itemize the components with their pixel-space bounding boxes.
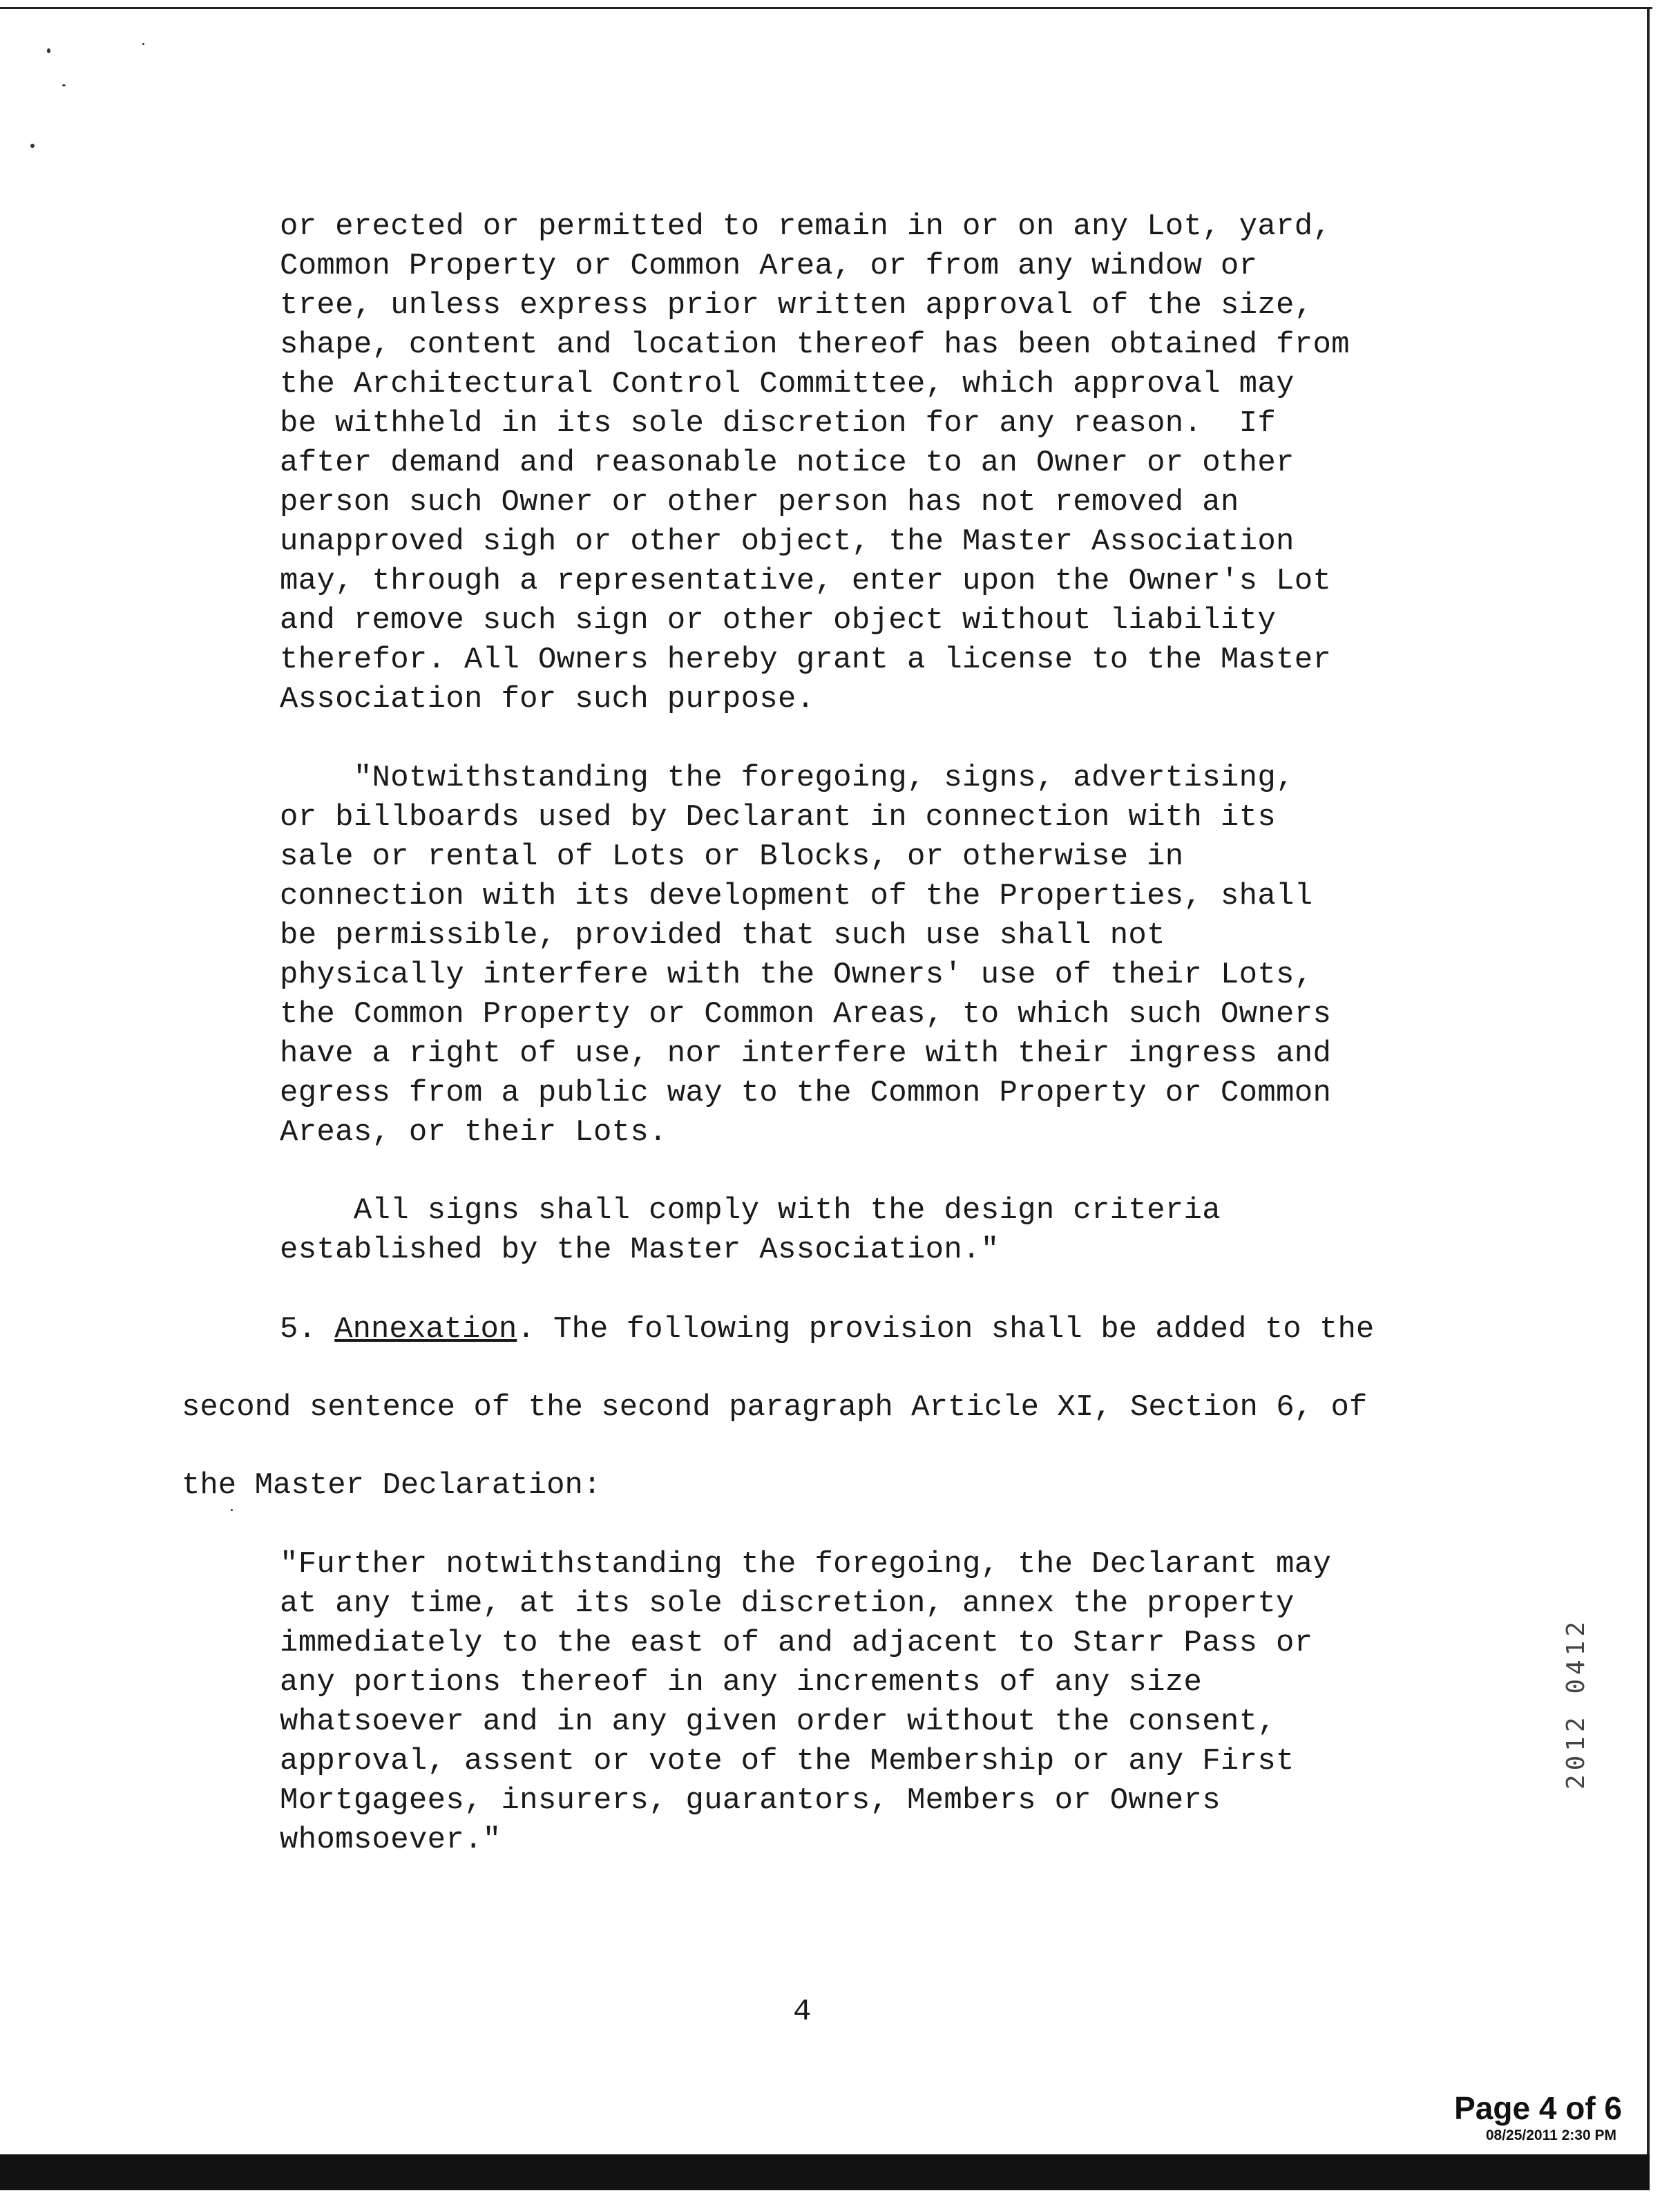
text-line: Areas, or their Lots.: [280, 1115, 667, 1150]
text-line: egress from a public way to the Common Property or Common: [280, 1076, 1332, 1110]
text-line: connection with its development of the Properties, shall: [280, 879, 1313, 913]
text-line: or billboards used by Declarant in connection with its: [280, 800, 1277, 835]
page-count-label: Page 4 of 6: [1454, 2090, 1622, 2126]
text-line: physically interfere with the Owners' use of their Lots,: [280, 958, 1313, 992]
text-line: Common Property or Common Area, or from any window or: [280, 249, 1258, 283]
text-line: shape, content and location thereof has been obtained from: [280, 328, 1350, 362]
text-line: Mortgagees, insurers, guarantors, Members or Owners: [280, 1783, 1221, 1818]
quote-block-4: [280, 1545, 1331, 1860]
section-5-line-2: second sentence of the second paragraph Article XI, Section 6, of: [182, 1390, 1368, 1425]
text-line: unapproved sigh or other object, the Master Association: [280, 524, 1295, 559]
scan-speck: [62, 84, 66, 86]
text-line: or erected or permitted to remain in or on any Lot, yard,: [280, 209, 1332, 244]
text-line: the Architectural Control Committee, which approval may: [280, 367, 1295, 401]
text-line: after demand and reasonable notice to an Owner or other: [280, 446, 1295, 480]
page-number: 4: [793, 1995, 812, 2029]
quote-block-2: [280, 759, 1331, 1152]
text-line: "Notwithstanding the foregoing, signs, advertising,: [280, 761, 1295, 795]
scan-speck: [30, 144, 35, 148]
text-line: approval, assent or vote of the Membership or any First: [280, 1744, 1295, 1778]
top-border-line: [0, 7, 1652, 9]
scan-speck: [47, 48, 50, 53]
section-5-line-3: the Master Declaration:: [182, 1468, 602, 1503]
text-line: any portions thereof in any increments of any size: [280, 1665, 1203, 1700]
text-line: may, through a representative, enter upon the Owner's Lot: [280, 564, 1332, 598]
scan-speck: [142, 43, 144, 45]
scan-speck: [231, 1509, 233, 1511]
print-timestamp: 08/25/2011 2:30 PM: [1485, 2127, 1616, 2143]
text-line: immediately to the east of and adjacent to Starr Pass or: [280, 1626, 1313, 1660]
text-line: the Common Property or Common Areas, to which such Owners: [280, 997, 1332, 1032]
right-border-line: [1647, 7, 1650, 2183]
section-number: 5.: [280, 1312, 335, 1347]
recording-stamp: [1563, 1541, 1590, 1866]
text-line: whatsoever and in any given order without the consent,: [280, 1705, 1277, 1739]
text-line: and remove such sign or other object without liability: [280, 603, 1277, 638]
text-line: be withheld in its sole discretion for any reason. If: [280, 406, 1277, 441]
section-text: . The following provision shall be added to the: [517, 1312, 1375, 1347]
text-line: established by the Master Association.": [280, 1233, 1000, 1267]
quote-block-3: [280, 1191, 1221, 1270]
bottom-scan-band: [0, 2154, 1650, 2190]
section-heading: Annexation: [334, 1312, 517, 1347]
text-line: tree, unless express prior written approval of the size,: [280, 288, 1313, 323]
text-line: "Further notwithstanding the foregoing, the Declarant may: [280, 1547, 1332, 1582]
text-line: therefor. All Owners hereby grant a license to the Master: [280, 643, 1332, 677]
section-5-line-1: [280, 1310, 1374, 1349]
quote-block-1: [280, 207, 1350, 719]
text-line: be permissible, provided that such use shall not: [280, 918, 1165, 953]
text-line: whomsoever.": [280, 1823, 502, 1857]
recording-stamp-text: 2012 0412: [1562, 1617, 1591, 1790]
text-line: person such Owner or other person has not removed an: [280, 485, 1239, 520]
text-line: Association for such purpose.: [280, 682, 815, 717]
text-line: All signs shall comply with the design criteria: [280, 1193, 1221, 1228]
text-line: have a right of use, nor interfere with their ingress and: [280, 1036, 1332, 1071]
text-line: sale or rental of Lots or Blocks, or otherwise in: [280, 839, 1184, 874]
text-line: at any time, at its sole discretion, annex the property: [280, 1586, 1295, 1621]
